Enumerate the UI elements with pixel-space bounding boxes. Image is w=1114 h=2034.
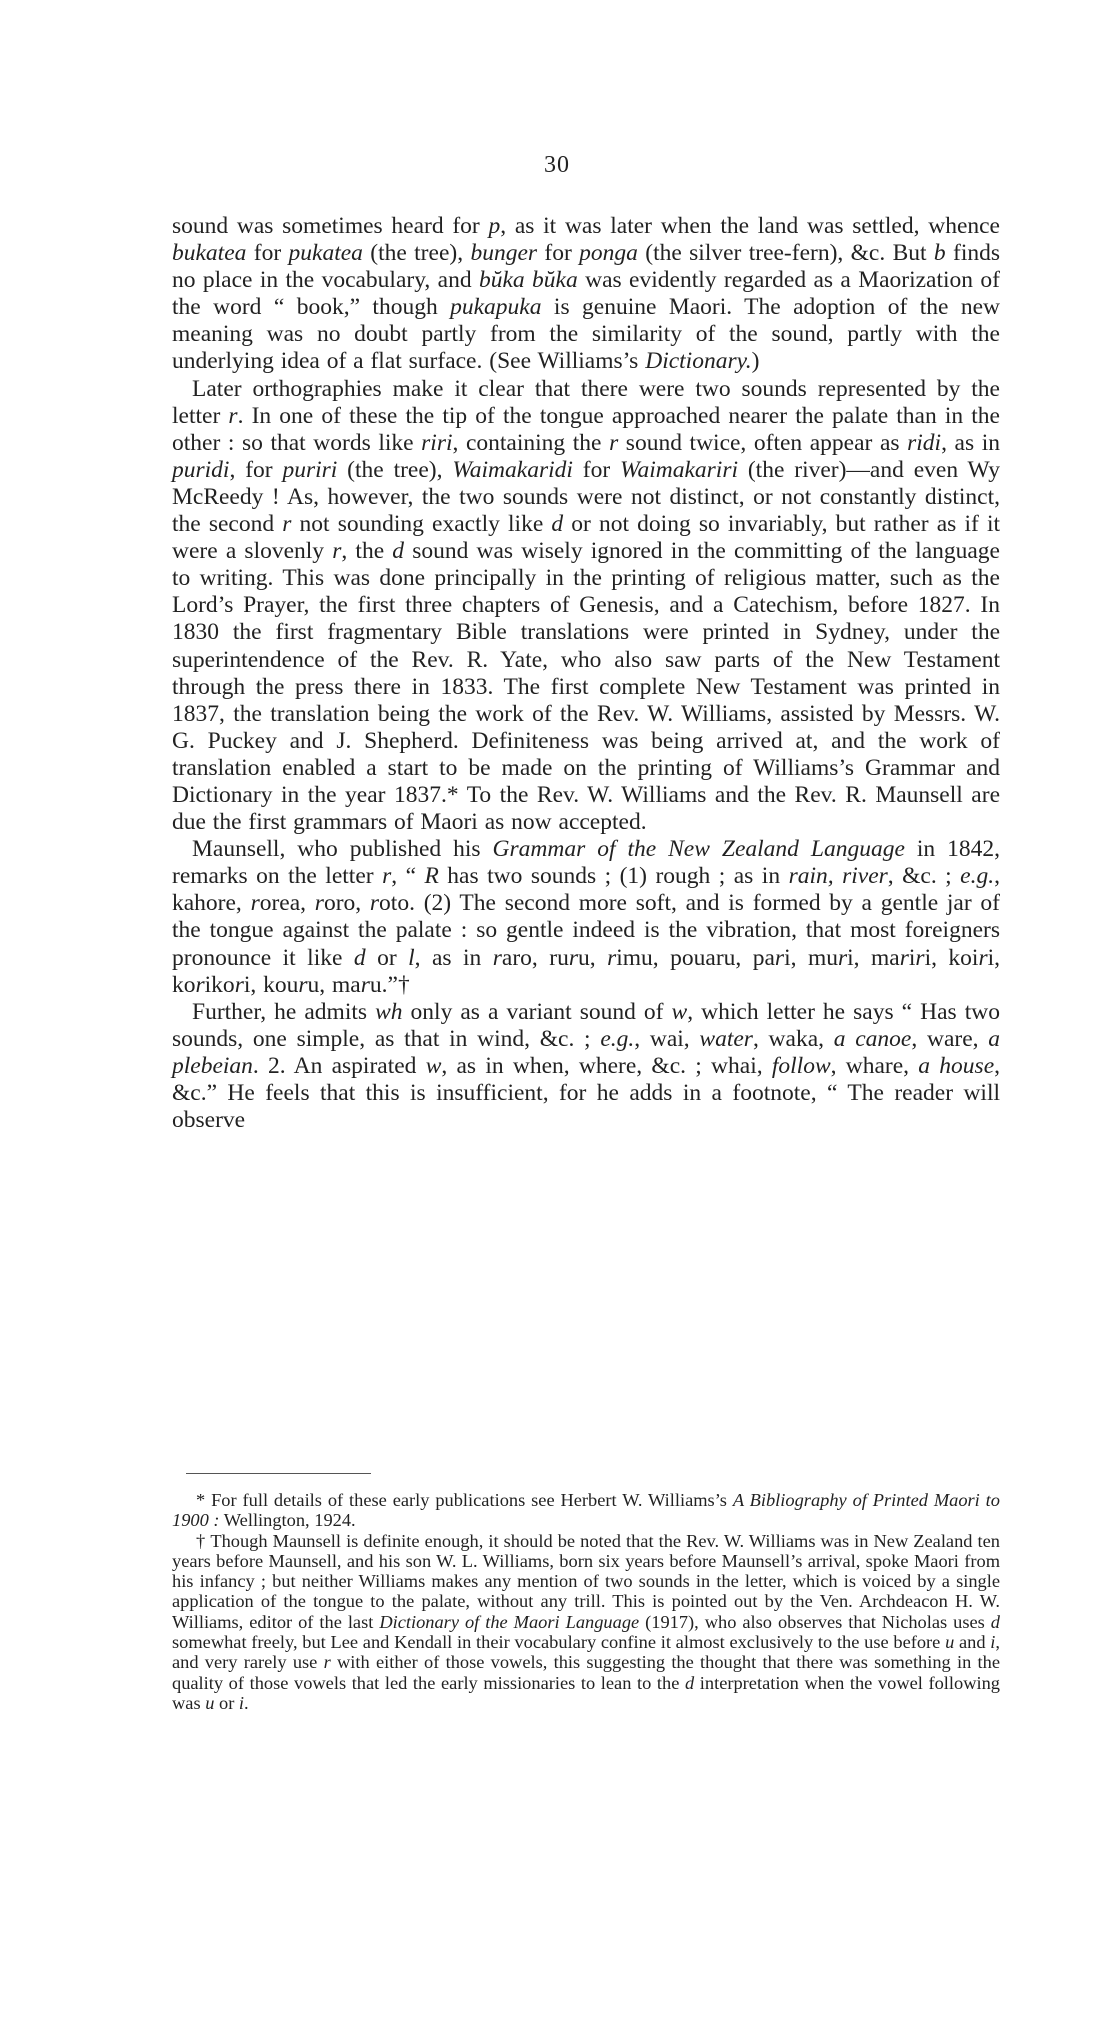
text-segment: or not doing so invariably, but rather as if it were a slovenly <box>172 511 1001 565</box>
italic-segment: r <box>234 971 244 998</box>
italic-segment: r <box>195 971 205 998</box>
text-segment: aro, ru <box>501 944 569 971</box>
italic-segment: w <box>671 998 688 1025</box>
italic-segment: r <box>568 944 578 971</box>
italic-segment: r <box>332 538 342 565</box>
text-segment: (the silver tree-fern), &c. But <box>637 240 934 267</box>
text-segment: , wai, <box>634 1025 700 1052</box>
italic-segment: bunger <box>470 240 538 267</box>
text-segment: for <box>246 240 289 267</box>
text-segment: (the tree), <box>337 456 453 483</box>
page-number: 30 <box>544 152 570 178</box>
text-segment: somewhat freely, but Lee and Kendall in their vocabulary confine it almost exclusively to the use before <box>172 1632 946 1653</box>
italic-segment: r <box>298 971 308 998</box>
italic-segment: r <box>978 944 988 971</box>
text-segment: , as in <box>414 944 493 971</box>
italic-segment: r <box>282 511 292 538</box>
italic-segment: i <box>990 1632 996 1653</box>
italic-segment: r <box>607 944 617 971</box>
text-segment: sound twice, often appear as <box>618 429 908 456</box>
italic-segment: puridi <box>172 456 230 483</box>
italic-segment: r <box>899 944 909 971</box>
text-segment: , waka, <box>752 1025 834 1052</box>
italic-segment: d <box>990 1611 1000 1632</box>
italic-segment: pukapuka <box>450 294 542 321</box>
italic-segment: p <box>488 213 501 239</box>
text-segment: , &c.” He feels that this is insufficient, for he adds in a footnote, “ The reader will observe <box>172 1052 1000 1134</box>
text-segment: interpretation when the vowel following was <box>172 1672 1000 1713</box>
italic-segment: riri <box>421 429 453 456</box>
italic-segment: r <box>360 971 370 998</box>
italic-segment: b <box>933 240 946 267</box>
italic-segment: r <box>609 429 619 456</box>
text-segment: Maunsell, who published his <box>192 836 493 863</box>
text-segment: u, ma <box>307 971 361 998</box>
italic-segment: r <box>323 1652 331 1673</box>
text-segment: , containing the <box>452 429 610 456</box>
italic-segment: e.g. <box>600 1025 635 1052</box>
footnote-1 <box>172 1490 1000 1531</box>
italic-segment: A Bibliography of Printed Maori to 1900 : <box>172 1490 1000 1531</box>
italic-segment: u <box>945 1632 955 1653</box>
text-segment: , for <box>229 456 283 483</box>
text-segment: i, koi <box>924 944 979 971</box>
italic-segment: r <box>369 890 380 917</box>
italic-segment: Waimakariri <box>620 456 738 483</box>
text-segment: sound was wisely ignored in the committing of the language to writing. This was done principally in the printing of religious matter, such as the Lord’s Prayer, the first three chapters of Genesis, and a Catechism, before 1827. In 1830 the first fragmentary Bible translations were printed in Sydney, under the superintendence of the Rev. R. Yate, who also saw parts of the New Testament through the press there in 1833. The first complete New Testament was printed in 1837, the translation being the work of the Rev. W. Williams, assisted by Messrs. W. G. Puckey and J. Shepherd. Definiteness was being arrived at, and the work of translation enabled a start to be made on the printing of Williams’s Grammar and Dictionary in the year 1837.* To the Rev. W. Williams and the Rev. R. Maunsell are due the first grammars of Maori as now accepted. <box>172 538 1000 836</box>
italic-segment: bŭka bŭka <box>479 267 578 294</box>
text-segment: , as it was later when the land was settled, whence <box>500 213 1000 239</box>
text-segment: . <box>244 1692 249 1713</box>
italic-segment: a plebeian <box>172 1025 1000 1079</box>
italic-segment: r <box>837 944 848 971</box>
text-segment: , ware, <box>911 1025 989 1052</box>
text-segment: sound was sometimes heard for <box>172 213 489 239</box>
italic-segment: a house <box>918 1052 995 1079</box>
text-segment: ) <box>751 348 760 375</box>
text-segment: (1917), who also observes that Nicholas uses <box>639 1611 991 1632</box>
italic-segment: ponga <box>579 240 638 267</box>
italic-segment: Dictionary. <box>645 348 752 375</box>
text-segment: oto. (2) The second more soft, and is formed by a gentle jar of the tongue against the palate : so gentle indeed is the vibration, that most foreigners pronounce it like <box>172 890 1001 971</box>
text-segment: , “ <box>391 863 425 890</box>
italic-segment: w <box>425 1052 442 1079</box>
italic-segment: wh <box>375 998 403 1025</box>
text-segment: Further, he admits <box>192 998 376 1025</box>
text-segment: i, ko <box>172 944 1001 998</box>
paragraph-3 <box>172 836 1000 999</box>
text-segment: † Though Maunsell is definite enough, it should be noted that the Rev. W. Williams was in New Zealand ten years before Maunsell, and his son W. L. Williams, born six years before Maunsell’s arrival, spoke Maori from his infancy ; but neither Williams makes any mention of two sounds in the letter, which is voiced by a single application of the tongue to the palate, without any trill. This is pointed out by the Ven. Archdeacon H. W. Williams, editor of the last <box>172 1530 1000 1632</box>
italic-segment: l <box>408 944 415 971</box>
italic-segment: r <box>492 944 502 971</box>
text-segment: , whare, <box>830 1052 919 1079</box>
text-segment: in 1842, remarks on the letter <box>172 836 1000 890</box>
paragraph-1 <box>172 213 1000 376</box>
italic-segment: Grammar of the New Zealand Language <box>492 836 905 863</box>
italic-segment: r <box>774 944 785 971</box>
footnotes <box>172 1490 1000 1713</box>
text-segment: has two sounds ; (1) rough ; as in <box>438 863 789 890</box>
text-segment: i, kou <box>243 971 299 998</box>
text-segment: not sounding exactly like <box>291 511 552 538</box>
italic-segment: r <box>250 890 260 917</box>
paragraph-4 <box>172 999 1000 1134</box>
text-segment: Wellington, 1924. <box>219 1510 356 1531</box>
text-segment: . In one of these the tip of the tongue approached nearer the palate than in the other : so that words like <box>172 402 1000 456</box>
text-segment: only as a variant sound of <box>402 998 672 1025</box>
text-segment: for <box>537 240 580 267</box>
text-segment: u, <box>578 944 608 971</box>
italic-segment: water <box>699 1025 753 1052</box>
text-segment: or <box>365 944 409 971</box>
italic-segment: r <box>228 402 238 429</box>
text-segment: (the river)—and even Wy McReedy ! As, however, the two sounds were not distinct, or not constantly distinct, the second <box>172 456 1001 538</box>
italic-segment: pukatea <box>288 240 363 267</box>
italic-segment: d <box>392 538 405 565</box>
text-segment: , &c. ; <box>887 863 961 890</box>
text-segment: i, mu <box>784 944 838 971</box>
italic-segment: u <box>205 1692 215 1713</box>
text-segment: or <box>214 1692 239 1713</box>
text-segment: and <box>954 1632 991 1653</box>
text-segment: orea, <box>259 890 315 917</box>
italic-segment: r <box>314 890 324 917</box>
text-segment: , which letter he says “ Has two sounds, one simple, as that in wind, &c. ; <box>172 998 1000 1052</box>
text-segment: iko <box>204 971 235 998</box>
italic-segment: Waimakaridi <box>452 456 573 483</box>
italic-segment: i <box>238 1692 245 1713</box>
italic-segment: ridi <box>907 429 942 456</box>
text-segment: was evidently regarded as a Maorization of the word “ book,” though <box>172 267 1001 321</box>
italic-segment: rain, river <box>788 863 888 890</box>
text-segment: i <box>908 944 916 971</box>
text-segment: oro, <box>323 890 370 917</box>
text-segment: , as in when, where, &c. ; whai, <box>441 1052 772 1079</box>
text-segment: finds no place in the vocabulary, and <box>172 240 1001 294</box>
text-segment: is genuine Maori. The adoption of the new meaning was no doubt partly from the similarity of the sound, partly with the underlying idea of a flat surface. (See Williams’s <box>172 294 1001 375</box>
italic-segment: d <box>353 944 366 971</box>
text-segment: u.”† <box>369 971 410 998</box>
italic-segment: e.g. <box>960 863 995 890</box>
text-segment: , as in <box>941 429 1000 456</box>
footnote-divider <box>186 1473 371 1474</box>
text-segment: , the <box>341 538 393 565</box>
italic-segment: d <box>684 1672 695 1693</box>
italic-segment: Dictionary of the Maori Language <box>379 1611 640 1632</box>
italic-segment: r <box>915 944 925 971</box>
text-segment: for <box>572 456 621 483</box>
paragraph-2 <box>172 376 1000 837</box>
text-segment: , kahore, <box>172 863 1000 917</box>
italic-segment: puriri <box>282 456 338 483</box>
italic-segment: r <box>382 863 392 890</box>
text-segment: , and very rarely use <box>172 1632 1000 1673</box>
footnote-2 <box>172 1531 1000 1714</box>
italic-segment: a canoe <box>833 1025 912 1052</box>
text-segment: Later orthographies make it clear that there were two sounds represented by the letter <box>172 375 1000 429</box>
text-segment: i, ma <box>847 944 900 971</box>
text-segment: . 2. An aspirated <box>252 1052 426 1079</box>
italic-segment: bukatea <box>172 240 247 267</box>
italic-segment: R <box>424 863 439 890</box>
text-segment: with either of those vowels, this suggesting the thought that there was something in the quality of those vowels that led the early missionaries to lean to the <box>172 1652 1000 1693</box>
italic-segment: follow <box>771 1052 831 1079</box>
text-segment: * For full details of these early publications see Herbert W. Williams’s <box>196 1490 733 1510</box>
text-segment: imu, pouaru, pa <box>616 944 775 971</box>
text-segment: (the tree), <box>362 240 471 267</box>
body-text <box>172 213 1000 1134</box>
italic-segment: d <box>551 511 564 538</box>
